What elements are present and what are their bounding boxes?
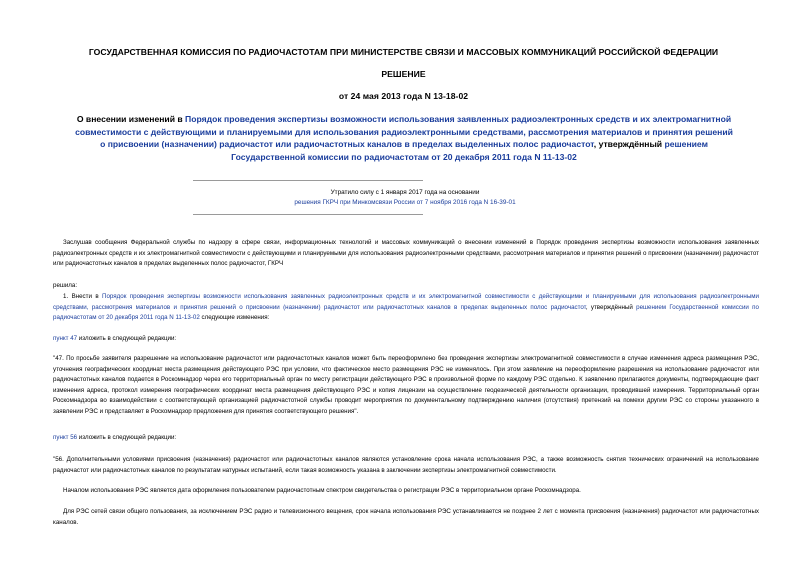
item-1-link-decision[interactable]: решением Государственной комиссии по радиочастотам от 20 декабря 2011 года N 11-13-02 xyxy=(53,303,759,321)
title-text-2: , утверждённый xyxy=(593,139,665,149)
start-of-use-paragraph: Началом использования РЭС является дата оформления пользователем радиочастотным спектром свидетельства о регистрации РЭС в территориальном органе Роскомнадзора. xyxy=(63,487,581,494)
item-1-paragraph xyxy=(53,292,759,324)
title-link-decision[interactable]: решением Государственной комиссии по радиочастотам от 20 декабря 2011 года N 11-13-02 xyxy=(231,139,708,162)
point-56-heading xyxy=(53,433,176,443)
point-56-link[interactable]: пункт 56 xyxy=(53,434,78,441)
document-type: РЕШЕНИЕ xyxy=(381,69,426,79)
point-47-text: изложить в следующей редакции: xyxy=(77,335,177,342)
title-link-procedure[interactable]: Порядок проведения экспертизы возможности использования заявленных радиоэлектронных средств и их электромагнитной совместимости с действующими и планируемыми для использования радиоэлектронными средствами, рассмотрения материалов и принятия решений о присвоении (назначении) радиочастот или радиочастотных каналов в пределах выделенных полос радиочастот xyxy=(75,114,733,149)
title-text-1: О внесении изменений в xyxy=(76,114,186,124)
item-1-text-2: , утверждённый xyxy=(585,303,637,311)
quote-56-paragraph: "56. Дополнительными условиями присвоения (назначения) радиочастот или радиочастотных каналов являются установление срока начала использования РЭС, а также возможность снятия технических ограничений на использование радиочастот или радиочастотных каналов по результатам натурных испытаний, если такая возможность указана в заключении экспертизы электромагнитной совместимости. xyxy=(53,456,759,474)
decided-label: решила: xyxy=(53,282,78,289)
preamble-paragraph: Заслушав сообщения Федеральной службы по надзору в сфере связи, информационных технологий и массовых коммуникаций о внесении изменений в Порядок проведения экспертизы возможности использования заявленных радиоэлектронных средств и их электромагнитной совместимости с действующими и планируемыми для использования радиоэлектронными средствами, рассмотрения материалов и принятия решений о присвоении (назначении) радиочастот или радиочастотных каналов в пределах выделенных полос радиочастот, ГКРЧ xyxy=(53,239,759,267)
issuing-authority: ГОСУДАРСТВЕННАЯ КОМИССИЯ ПО РАДИОЧАСТОТАМ ПРИ МИНИСТЕРСТВЕ СВЯЗИ И МАССОВЫХ КОММУНИКАЦИЙ РОССИЙСКОЙ ФЕДЕРАЦИИ xyxy=(88,47,719,57)
point-47-heading xyxy=(53,334,176,344)
public-network-paragraph: Для РЭС сетей связи общего пользования, за исключением РЭС радио и телевизионного вещения, срок начала использования РЭС устанавливается не позднее 2 лет с момента присвоения (назначения) радиочастот или радиочастотных каналов. xyxy=(53,508,759,526)
document-date: от 24 мая 2013 года N 13-18-02 xyxy=(338,91,469,101)
item-1-text-1: 1. Внести в xyxy=(63,293,103,300)
divider-top xyxy=(193,180,423,181)
item-1-link-procedure[interactable]: Порядок проведения экспертизы возможности использования заявленных радиоэлектронных средств и их электромагнитной совместимости с действующими и планируемыми для использования радиоэлектронными средствами, рассмотрения материалов и принятия решений о присвоении (назначении) радиочастот или радиочастотных каналов в пределах выделенных полос радиочастот xyxy=(53,293,759,311)
item-1-text-3: следующие изменения: xyxy=(199,314,270,321)
document-title xyxy=(74,113,734,163)
point-47-link[interactable]: пункт 47 xyxy=(53,335,78,342)
repeal-link[interactable]: решения ГКРЧ при Минкомсвязи России от 7 ноября 2016 года N 16-39-01 xyxy=(294,199,516,206)
divider-bottom xyxy=(193,214,423,215)
repeal-line: Утратило силу с 1 января 2017 года на основании xyxy=(330,189,480,196)
quote-47-paragraph: "47. По просьбе заявителя разрешение на использование радиочастот или радиочастотных каналов может быть переоформлено без проведения экспертизы электромагнитной совместимости в случае изменения адреса размещения РЭС, уточнения географических координат места размещения действующего РЭС при условии, что фактическое место размещения РЭС не изменялось. При этом заявление на переоформление разрешения на использование радиочастот или радиочастотных каналов подается в Роскомнадзор через его территориальный орган по месту регистрации действующего РЭС в произвольной форме по каждому РЭС отдельно. К заявлению прилагаются документы, подтверждающие факт изменения адреса, протокол измерения географических координат места размещения действующего РЭС и копия лицензии на осуществление геодезической деятельности организации, проводившей измерения. Территориальный орган Роскомнадзора во взаимодействии с соответствующей организацией радиочастотной службы проводит мероприятия по документальному подтверждению наличия (отсутствия) претензий на помехи другим РЭС со стороны указанного в заявлении РЭС и представляет в Роскомнадзор предложения для принятия соответствующего решения". xyxy=(53,355,759,415)
repeal-note xyxy=(230,188,580,208)
point-56-text: изложить в следующей редакции: xyxy=(77,434,177,441)
